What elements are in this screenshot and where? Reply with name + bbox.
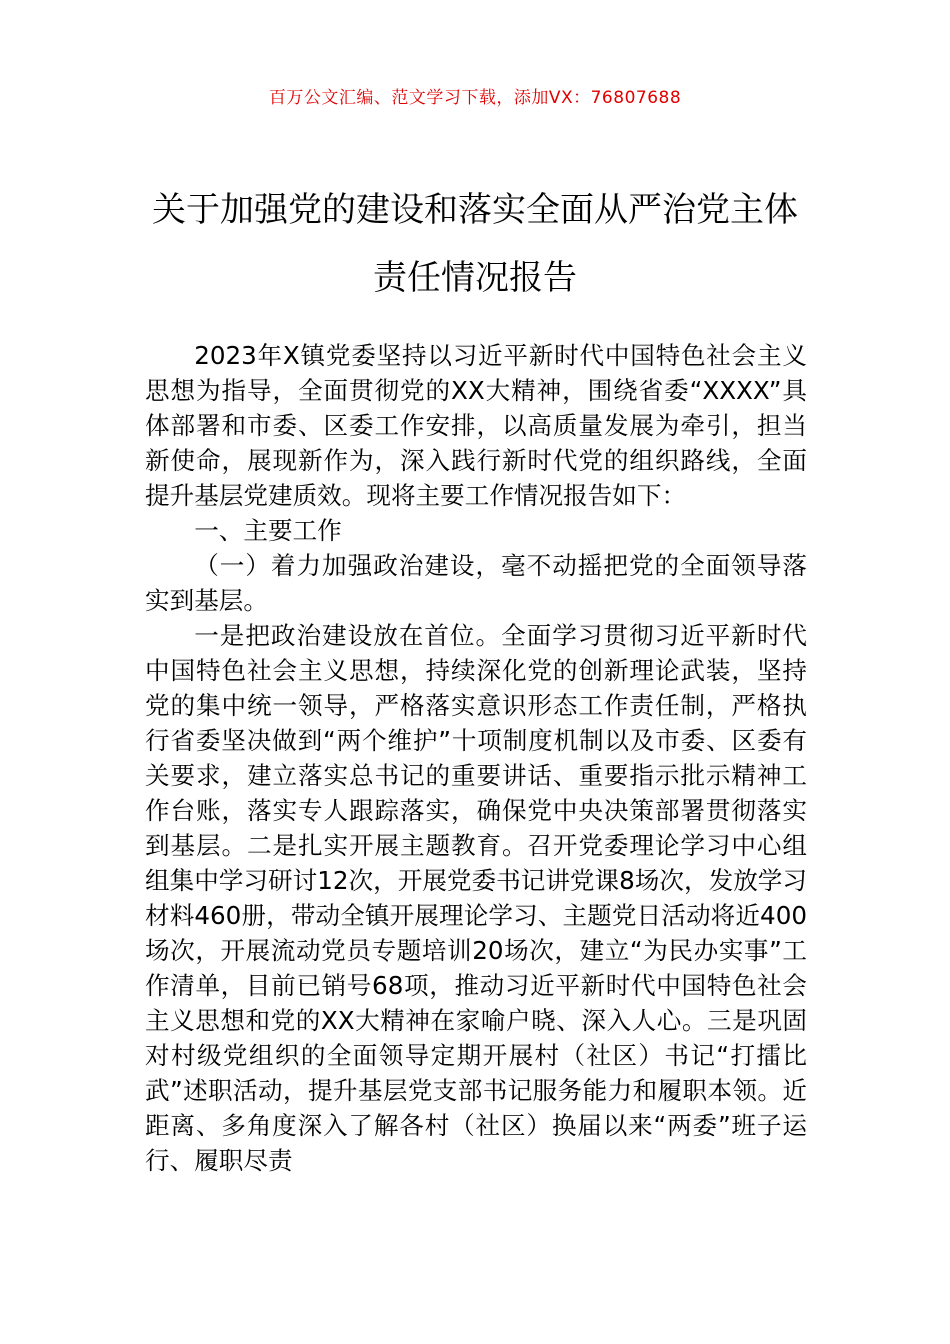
subsection-heading: （一）着力加强政治建设，毫不动摇把党的全面领导落实到基层。 bbox=[145, 551, 807, 615]
body-paragraph: 一是把政治建设放在首位。全面学习贯彻习近平新时代中国特色社会主义思想，持续深化党的创新理论武装，坚持党的集中统一领导，严格落实意识形态工作责任制，严格执行省委坚决做到“两个维护”十项制度机制以及市委、区委有关要求，建立落实总书记的重要讲话、重要指示批示精神工作台账，落实专人跟踪落实，确保党中央决策部署贯彻落实到基层。二是扎实开展主题教育。召开党委理论学习中心组组集中学习研讨12次，开展党委书记讲党课8场次，发放学习材料460册，带动全镇开展理论学习、主题党日活动将近400场次，开展流动党员专题培训20场次，建立“为民办实事”工作清单，目前已销号68项，推动习近平新时代中国特色社会主义思想和党的XX大精神在家喻户晓、深入人心。三是巩固对村级党组织的全面领导定期开展村（社区）书记“打擂比武”述职活动，提升基层党支部书记服务能力和履职本领。近距离、多角度深入了解各村（社区）换届以来“两委”班子运行、履职尽责 bbox=[145, 621, 807, 1175]
section-heading: 一、主要工作 bbox=[194, 516, 342, 545]
intro-paragraph: 2023年X镇党委坚持以习近平新时代中国特色社会主义思想为指导，全面贯彻党的XX大精神，围绕省委“XXXX”具体部署和市委、区委工作安排，以高质量发展为牵引，担当新使命，展现新作为，深入践行新时代党的组织路线，全面提升基层党建质效。现将主要工作情况报告如下： bbox=[145, 341, 807, 510]
document-title: 关于加强党的建设和落实全面从严治党主体责任情况报告 bbox=[152, 190, 798, 298]
document-body bbox=[145, 338, 807, 1178]
header-note: 百万公文汇编、范文学习下载，添加VX：76807688 bbox=[268, 88, 682, 108]
